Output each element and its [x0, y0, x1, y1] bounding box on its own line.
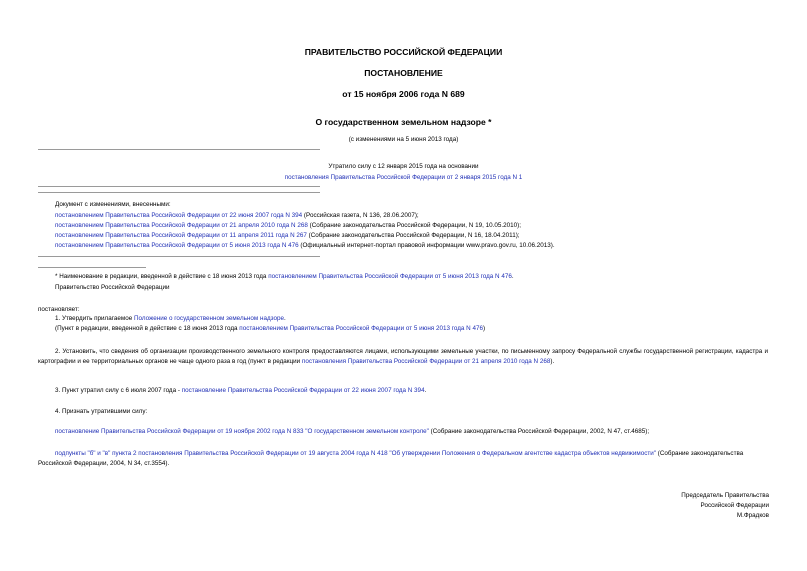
paragraph-2	[38, 347, 768, 367]
resolves-text: постановляет:	[38, 306, 80, 313]
divider	[38, 149, 320, 150]
document-type-heading: ПОСТАНОВЛЕНИЕ	[364, 68, 443, 78]
amendment-source: (Российская газета, N 136, 28.06.2007);	[302, 212, 419, 219]
amendment-source: (Официальный интернет-портал правовой информации www.pravo.gov.ru, 10.06.2013).	[298, 242, 555, 249]
paragraph-1	[55, 315, 286, 323]
amendments-intro: Документ с изменениями, внесенными:	[55, 201, 171, 208]
paragraph-4a-end: (Собрание законодательства Российской Федерации, 2002, N 47, ст.4685);	[428, 428, 650, 435]
government-heading: ПРАВИТЕЛЬСТВО РОССИЙСКОЙ ФЕДЕРАЦИИ	[304, 47, 503, 57]
paragraph-3	[55, 387, 426, 395]
amendment-item	[55, 222, 521, 230]
signature-position: Председатель Правительства	[681, 492, 769, 499]
changes-note: (с изменениями на 5 июня 2013 года)	[348, 136, 459, 143]
divider	[38, 256, 320, 257]
paragraph-2-link[interactable]: постановления Правительства Российской Федерации от 21 апреля 2010 года N 268	[301, 358, 551, 365]
paragraph-1-note-end: )	[482, 325, 486, 332]
divider	[38, 186, 320, 187]
paragraph-1-end: .	[283, 315, 286, 322]
paragraph-1-text: 1. Утвердить прилагаемое	[55, 315, 134, 322]
expired-notice: Утратило силу с 12 января 2015 года на основании	[328, 163, 479, 170]
footnote-link[interactable]: постановлением Правительства Российской Федерации от 5 июня 2013 года N 476	[268, 273, 512, 280]
footnote-text: * Наименование в редакции, введенной в действие с 18 июня 2013 года	[55, 273, 269, 280]
paragraph-4a-link[interactable]: постановление Правительства Российской Федерации от 19 ноября 2002 года N 833 "О государственном земельном контроле"	[55, 428, 429, 435]
paragraph-3-text: 3. Пункт утратил силу с 6 июля 2007 года -	[55, 387, 182, 394]
paragraph-4b-link[interactable]: подпункты "б" и "в" пункта 2 постановления Правительства Российской Федерации от 19 августа 2004 года N 418 "Об утверждении Положения о Федеральном агентстве кадастра объектов недвижимости"	[55, 450, 657, 457]
signature-name: М.Фрадков	[736, 512, 769, 519]
paragraph-4b-end: (Собрание законодательства Российской Федерации, 2004, N 34, ст.3554).	[38, 450, 744, 467]
paragraph-1-note	[55, 325, 485, 333]
paragraph-1-note-link[interactable]: постановлением Правительства Российской Федерации от 5 июня 2013 года N 476	[239, 325, 483, 332]
paragraph-4: 4. Признать утратившими силу:	[55, 408, 148, 415]
divider	[38, 192, 320, 193]
amendment-link[interactable]: постановлением Правительства Российской Федерации от 21 апреля 2010 года N 268	[55, 222, 308, 229]
paragraph-4a	[55, 428, 649, 436]
paragraph-2-end: ).	[550, 358, 555, 365]
paragraph-2-text: 2. Установить, что сведения об организации производственного земельного контроля предоставляются лицами, использующими земельные участки, по письменному запросу Федеральной службы государственной регистрации, кадастра и картографии и ее территориальных органов не чаще одного раза в год (пункт в редакции	[38, 348, 768, 365]
document-date-number: от 15 ноября 2006 года N 689	[342, 89, 465, 99]
document-title: О государственном земельном надзоре *	[315, 117, 492, 127]
paragraph-1-note-text: (Пункт в редакции, введенной в действие с 18 июня 2013 года	[55, 325, 240, 332]
signature-country: Российской Федерации	[700, 502, 769, 509]
regulation-link[interactable]: Положение о государственном земельном надзоре	[133, 315, 284, 322]
paragraph-4b	[38, 449, 773, 469]
amendment-link[interactable]: постановлением Правительства Российской Федерации от 11 апреля 2011 года N 267	[55, 232, 307, 239]
amendment-item	[55, 212, 419, 220]
footnote-end: .	[511, 273, 514, 280]
paragraph-3-end: .	[424, 387, 427, 394]
government-rf-text: Правительство Российской Федерации	[55, 284, 170, 291]
amendment-source: (Собрание законодательства Российской Федерации, N 16, 18.04.2011);	[306, 232, 520, 239]
amendment-source: (Собрание законодательства Российской Федерации, N 19, 10.05.2010);	[307, 222, 521, 229]
footnote	[55, 273, 514, 281]
amendment-item	[55, 242, 555, 250]
amendment-item	[55, 232, 520, 240]
amendment-link[interactable]: постановлением Правительства Российской Федерации от 5 июня 2013 года N 476	[55, 242, 299, 249]
footnote-divider	[38, 267, 146, 268]
paragraph-3-link[interactable]: постановление Правительства Российской Федерации от 22 июня 2007 года N 394	[181, 387, 425, 394]
expired-basis-link[interactable]: постановления Правительства Российской Федерации от 2 января 2015 года N 1	[284, 174, 523, 181]
amendment-link[interactable]: постановлением Правительства Российской Федерации от 22 июня 2007 года N 394	[55, 212, 303, 219]
